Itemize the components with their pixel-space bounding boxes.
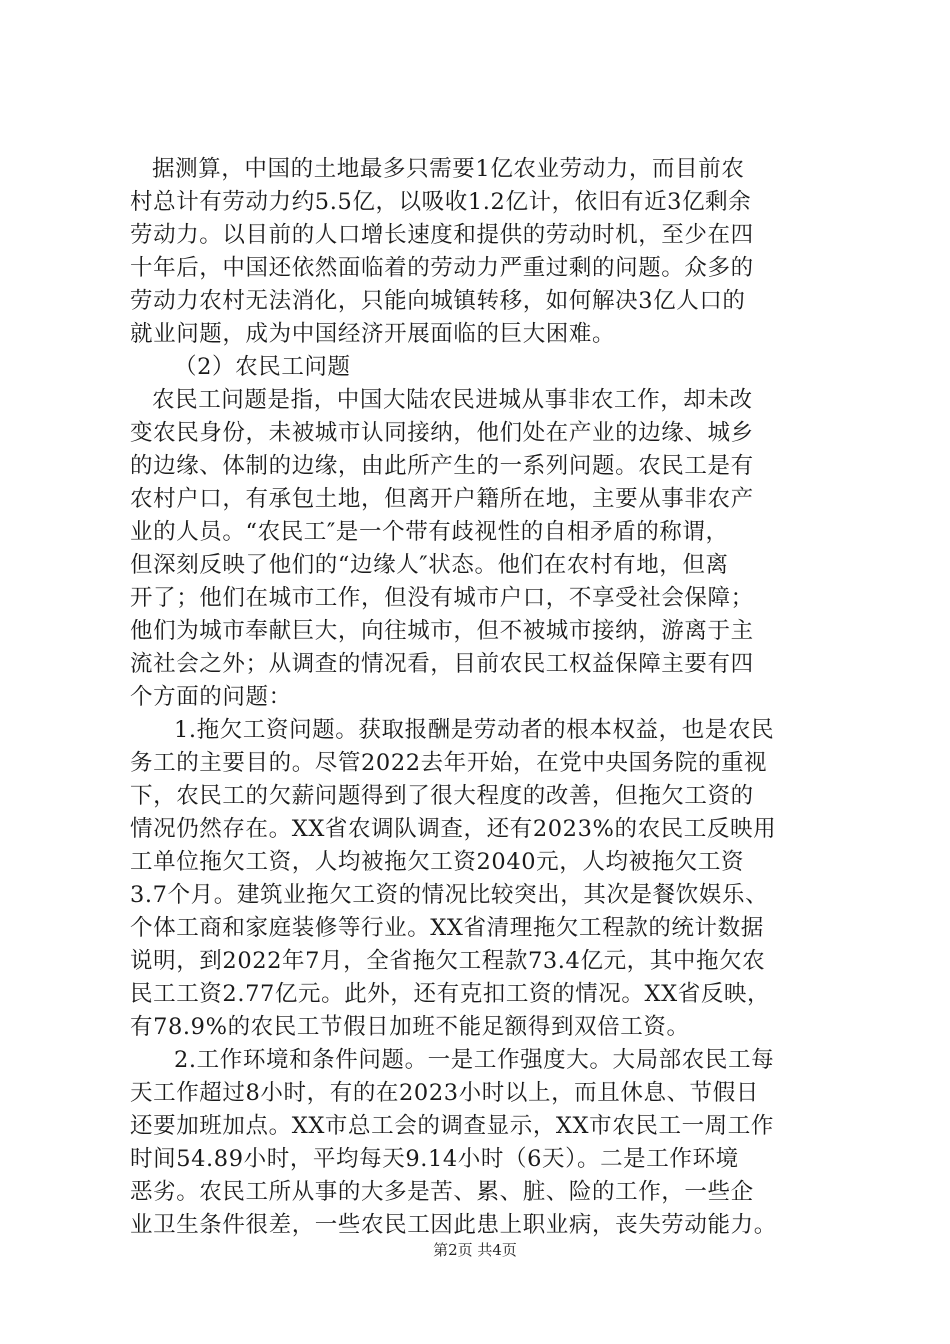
section-heading: （2）农民工问题 [174,354,351,380]
text-line: 他们为城市奉献巨大，向往城市，但不被城市接纳，游离于主 [130,618,754,644]
text-line: 个方面的问题： [130,684,292,710]
text-line: 开了；他们在城市工作，但没有城市户口，不享受社会保障； [130,585,754,611]
text-line: 1.拖欠工资问题。获取报酬是劳动者的根本权益，也是农民 [174,717,775,743]
text-line: 民工工资2.77亿元。此外，还有克扣工资的情况。XX省反映， [130,981,771,1007]
text-line: 有78.9%的农民工节假日加班不能足额得到双倍工资。 [130,1014,690,1040]
text-line: 务工的主要目的。尽管2022去年开始，在党中央国务院的重视 [130,750,768,776]
text-line: 业的人员。“农民工″是一个带有歧视性的自相矛盾的称谓， [130,519,729,545]
text-line: 劳动力农村无法消化，只能向城镇转移，如何解决3亿人口的 [130,288,746,314]
document-body [130,153,820,1242]
text-line: 个体工商和家庭装修等行业。XX省清理拖欠工程款的统计数据 [130,915,764,941]
text-line: 村总计有劳动力约5.5亿，以吸收1.2亿计，依旧有近3亿剩余 [130,189,752,215]
text-line: 3.7个月。建筑业拖欠工资的情况比较突出，其次是餐饮娱乐、 [130,882,769,908]
text-line: 但深刻反映了他们的“边缘人″状态。他们在农村有地，但离 [130,552,729,578]
text-line: 2.工作环境和条件问题。一是工作强度大。大局部农民工每 [174,1047,775,1073]
text-line: 情况仍然存在。XX省农调队调查，还有2023%的农民工反映用 [130,816,777,842]
page-number-footer: 第2页 共4页 [433,1241,517,1259]
text-line: 工单位拖欠工资，人均被拖欠工资2040元，人均被拖欠工资 [130,849,745,875]
text-line: 劳动力。以目前的人口增长速度和提供的劳动时机，至少在四 [130,222,754,248]
text-line: 下，农民工的欠薪问题得到了很大程度的改善，但拖欠工资的 [130,783,754,809]
text-line: 业卫生条件很差，一些农民工因此患上职业病，丧失劳动能力。 [130,1212,777,1238]
text-line: 十年后，中国还依然面临着的劳动力严重过剩的问题。众多的 [130,255,754,281]
text-line: 流社会之外；从调查的情况看，目前农民工权益保障主要有四 [130,651,754,677]
text-line: 时间54.89小时，平均每天9.14小时（6天）。二是工作环境 [130,1146,739,1172]
text-line: 的边缘、体制的边缘，由此所产生的一系列问题。农民工是有 [130,453,754,479]
text-line: 农民工问题是指，中国大陆农民进城从事非农工作，却未改 [152,387,753,413]
text-line: 据测算，中国的土地最多只需要1亿农业劳动力，而目前农 [152,156,745,182]
text-line: 天工作超过8小时，有的在2023小时以上，而且休息、节假日 [130,1080,759,1106]
text-line: 还要加班加点。XX市总工会的调查显示，XX市农民工一周工作 [130,1113,774,1139]
text-line: 说明，到2022年7月，全省拖欠工程款73.4亿元，其中拖欠农 [130,948,766,974]
text-line: 就业问题，成为中国经济开展面临的巨大困难。 [130,321,616,347]
text-line: 农村户口，有承包土地，但离开户籍所在地，主要从事非农产 [130,486,754,512]
text-line: 恶劣。农民工所从事的大多是苦、累、脏、险的工作，一些企 [130,1179,754,1205]
text-line: 变农民身份，未被城市认同接纳，他们处在产业的边缘、城乡 [130,420,754,446]
